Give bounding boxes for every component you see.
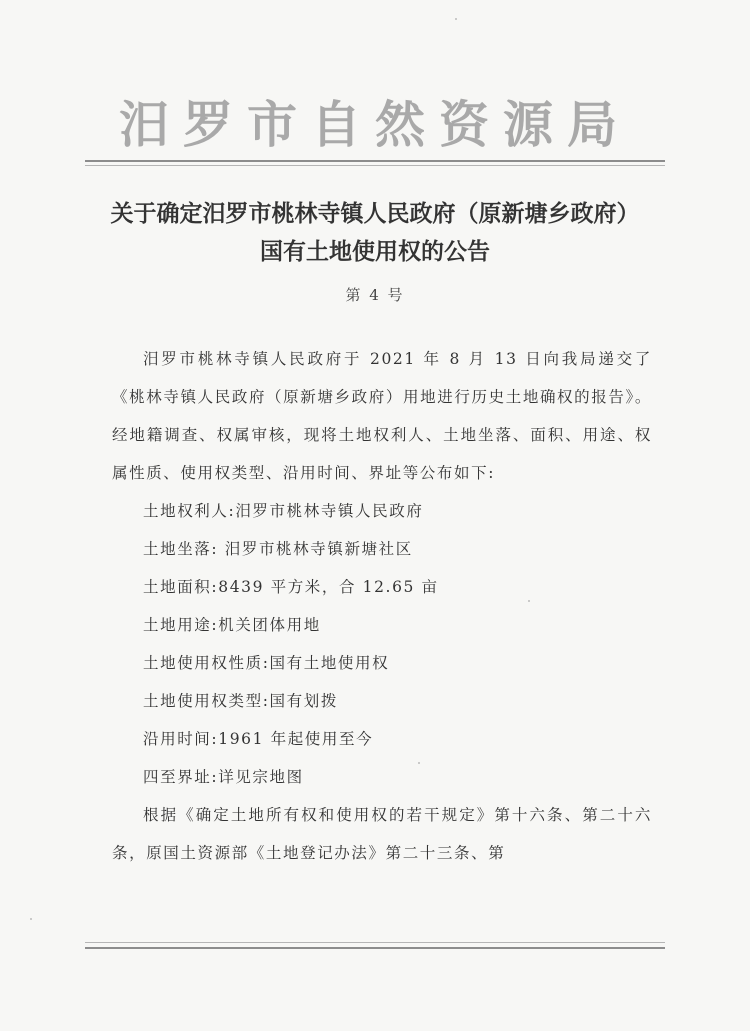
field-label: 土地面积: <box>143 578 219 596</box>
field-value: 汨罗市桃林寺镇新塘社区 <box>218 540 413 558</box>
letterhead-rule-thick <box>85 160 665 162</box>
field-value: 汨罗市桃林寺镇人民政府 <box>235 502 424 520</box>
notice-number: 第 4 号 <box>345 286 405 304</box>
field-label: 土地用途: <box>143 616 219 634</box>
scan-speck <box>418 762 420 764</box>
field-value: 详见宗地图 <box>218 768 304 786</box>
footer-rule-thin <box>85 942 665 943</box>
scan-speck <box>30 918 32 920</box>
field-land-location <box>112 530 652 568</box>
field-label: 沿用时间: <box>143 730 219 748</box>
field-label: 土地使用权类型: <box>143 692 270 710</box>
footer-rule-thick <box>85 947 665 949</box>
field-label: 土地坐落: <box>143 540 219 558</box>
field-value: 机关团体用地 <box>218 616 321 634</box>
letterhead-rule-thin <box>85 165 665 166</box>
closing-paragraph: 根据《确定土地所有权和使用权的若干规定》第十六条、第二十六条，原国土资源部《土地登记办法》第二十三条、第 <box>112 806 652 862</box>
field-land-use <box>112 606 652 644</box>
field-use-period <box>112 720 652 758</box>
field-label: 土地使用权性质: <box>143 654 270 672</box>
field-right-type <box>112 682 652 720</box>
letterhead-org-name: 汨罗市自然资源局 <box>119 95 631 154</box>
field-value: 1961 年起使用至今 <box>218 730 374 748</box>
field-right-nature <box>112 644 652 682</box>
field-value: 国有土地使用权 <box>269 654 390 672</box>
field-label: 土地权利人: <box>143 502 236 520</box>
field-land-area <box>112 568 652 606</box>
field-boundaries <box>112 758 652 796</box>
field-land-right-holder <box>112 492 652 530</box>
intro-paragraph: 汨罗市桃林寺镇人民政府于 2021 年 8 月 13 日向我局递交了《桃林寺镇人民政府（原新塘乡政府）用地进行历史土地确权的报告》。经地籍调查、权属审核，现将土地权利人、土地坐落、面积、用途、权属性质、使用权类型、沿用时间、界址等公布如下: <box>112 350 652 482</box>
scan-speck <box>528 600 530 602</box>
field-label: 四至界址: <box>143 768 219 786</box>
field-value: 8439 平方米，合 12.65 亩 <box>218 578 439 596</box>
scan-speck <box>455 18 457 20</box>
notice-title: 关于确定汨罗市桃林寺镇人民政府（原新塘乡政府）国有土地使用权的公告 <box>110 200 640 265</box>
notice-body <box>112 340 652 872</box>
field-value: 国有划拨 <box>269 692 338 710</box>
